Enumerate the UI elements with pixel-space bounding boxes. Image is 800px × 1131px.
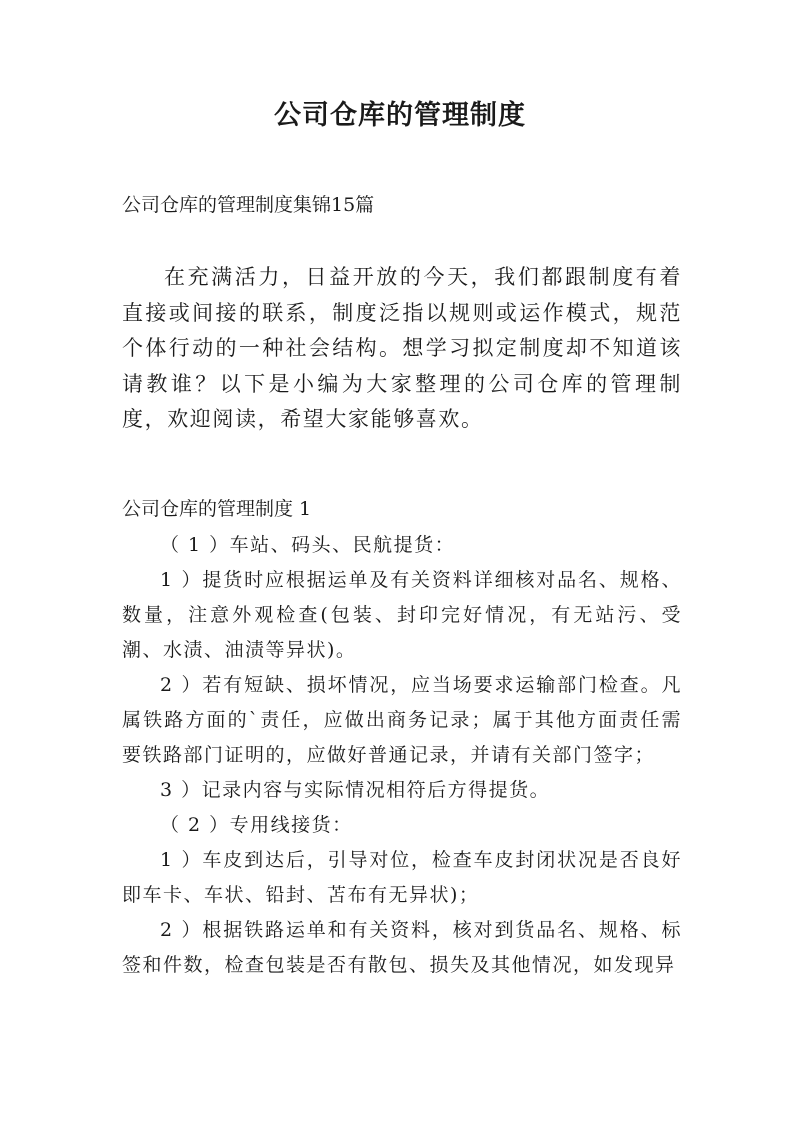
intro-paragraph: 在充满活力，日益开放的今天，我们都跟制度有着直接或间接的联系，制度泛指以规则或运作模式，规范个体行动的一种社会结构。想学习拟定制度却不知道该请教谁？以下是小编为大家整理的公司仓库的管理制度，欢迎阅读，希望大家能够喜欢。 (122, 265, 682, 431)
body-paragraph: 2 ）若有短缺、损坏情况，应当场要求运输部门检查。凡属铁路方面的`责任，应做出商务记录；属于其他方面责任需要铁路部门证明的，应做好普通记录，并请有关部门签字； (122, 674, 682, 766)
body-paragraph: 3 ）记录内容与实际情况相符后方得提货。 (160, 779, 551, 801)
body-paragraph: （ 1 ）车站、码头、民航提货： (160, 534, 456, 556)
body-paragraph: 1 ）提货时应根据运单及有关资料详细核对品名、规格、数量，注意外观检查(包装、封印完好情况，有无站污、受潮、水渍、油渍等异状)。 (122, 569, 682, 661)
body-paragraph: 1 ）车皮到达后，引导对位，检查车皮封闭状况是否良好即车卡、车状、铅封、苫布有无异状)； (122, 849, 682, 906)
body-paragraph: 2 ）根据铁路运单和有关资料，核对到货品名、规格、标签和件数，检查包装是否有散包、损失及其他情况，如发现异 (122, 919, 682, 976)
section-heading: 公司仓库的管理制度 1 (122, 498, 312, 520)
section-body (122, 492, 682, 983)
document-title: 公司仓库的管理制度 (274, 100, 526, 131)
body-paragraph: （ 2 ）专用线接货： (160, 814, 353, 836)
document-subtitle: 公司仓库的管理制度集锦15篇 (122, 194, 375, 216)
